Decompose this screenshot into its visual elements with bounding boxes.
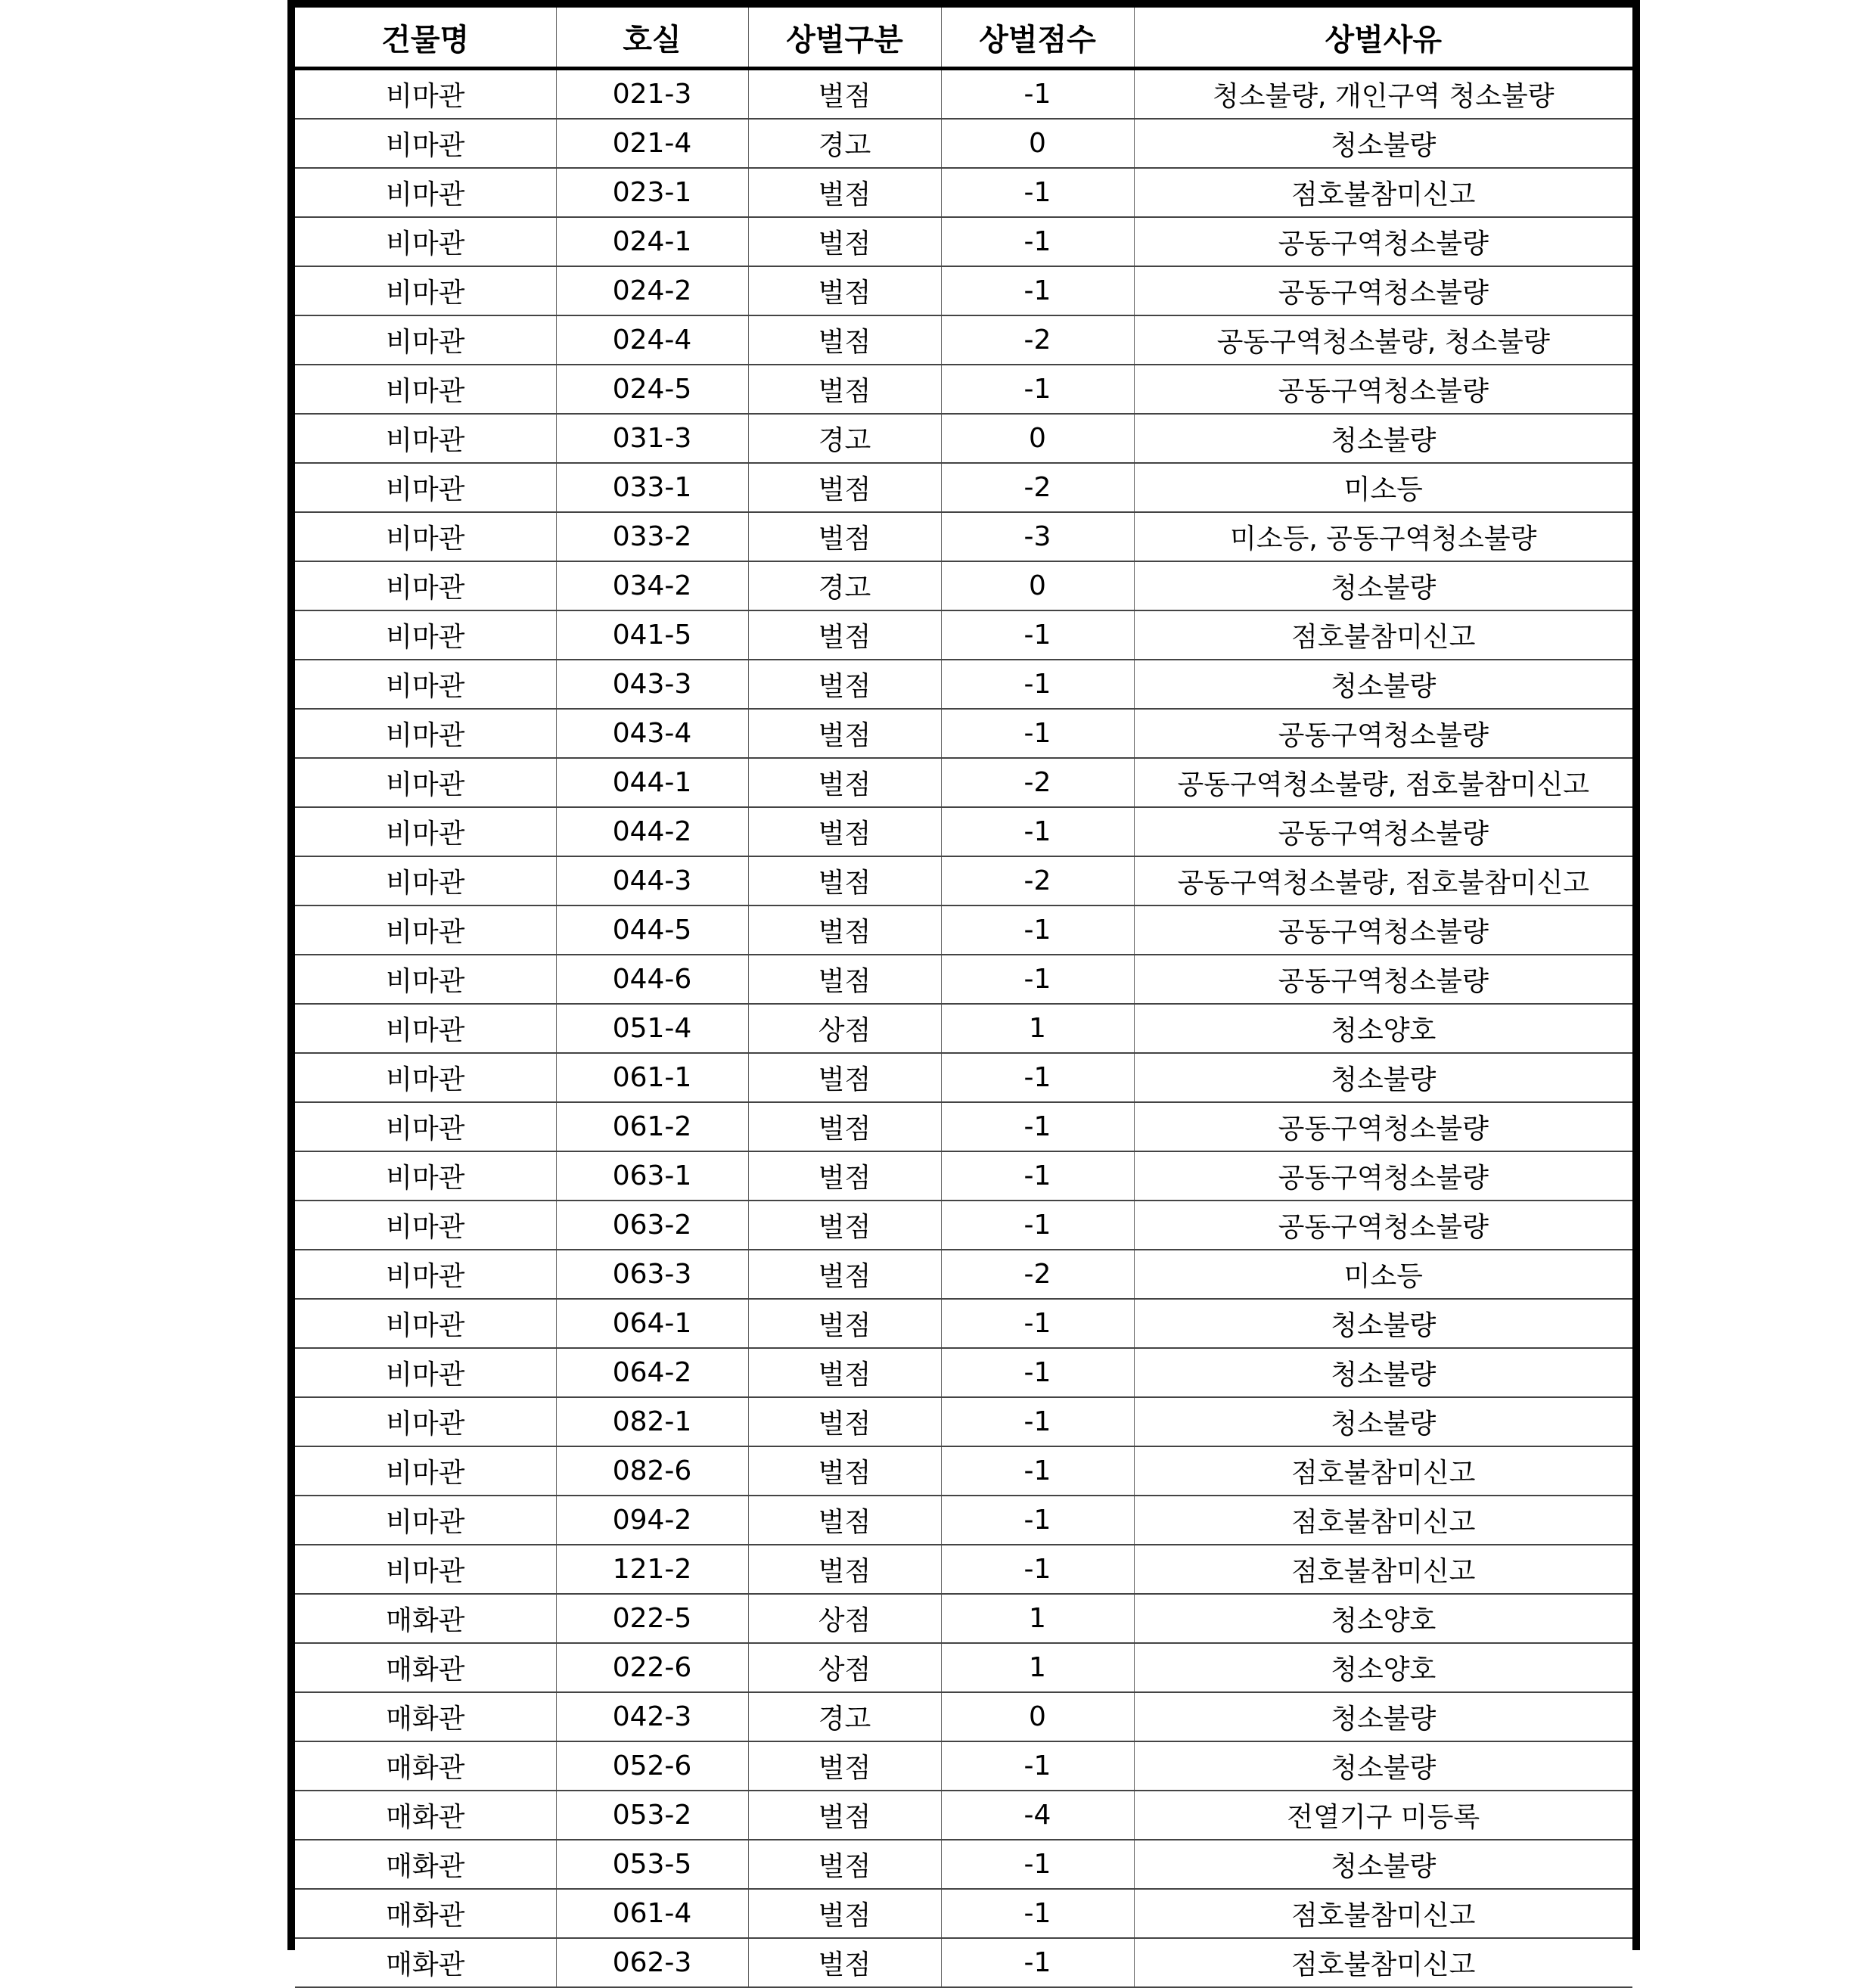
cell-type: 벌점 (748, 463, 941, 512)
table-row (295, 856, 1632, 905)
cell-type: 벌점 (748, 1889, 941, 1938)
cell-score: -1 (941, 1938, 1134, 1987)
table-body (295, 69, 1632, 1988)
cell-type: 경고 (748, 561, 941, 610)
cell-score: -2 (941, 1250, 1134, 1299)
cell-type: 벌점 (748, 1741, 941, 1791)
cell-score: -1 (941, 266, 1134, 315)
table-row (295, 1496, 1632, 1545)
cell-room: 044-3 (556, 856, 748, 905)
cell-score: -1 (941, 1397, 1134, 1446)
cell-reason: 청소불량 (1134, 660, 1632, 709)
cell-score: -1 (941, 168, 1134, 217)
cell-score: 0 (941, 119, 1134, 168)
cell-building: 비마관 (295, 561, 556, 610)
table-row (295, 709, 1632, 758)
cell-building: 비마관 (295, 1053, 556, 1102)
cell-room: 094-2 (556, 1496, 748, 1545)
cell-building: 비마관 (295, 1004, 556, 1053)
table-row (295, 1594, 1632, 1643)
cell-room: 033-2 (556, 512, 748, 561)
cell-score: -1 (941, 807, 1134, 856)
cell-room: 053-5 (556, 1840, 748, 1889)
cell-reason: 공동구역청소불량 (1134, 365, 1632, 414)
cell-room: 061-4 (556, 1889, 748, 1938)
cell-reason: 점호불참미신고 (1134, 1446, 1632, 1496)
cell-room: 062-3 (556, 1938, 748, 1987)
cell-score: -2 (941, 315, 1134, 365)
cell-building: 비마관 (295, 463, 556, 512)
cell-building: 비마관 (295, 365, 556, 414)
cell-type: 벌점 (748, 1938, 941, 1987)
cell-type: 벌점 (748, 1053, 941, 1102)
cell-room: 042-3 (556, 1692, 748, 1741)
cell-room: 024-1 (556, 217, 748, 266)
cell-reason: 점호불참미신고 (1134, 1496, 1632, 1545)
cell-type: 벌점 (748, 1151, 941, 1201)
discipline-table-frame (287, 0, 1640, 1980)
table-row (295, 561, 1632, 610)
cell-type: 경고 (748, 119, 941, 168)
cell-score: 0 (941, 561, 1134, 610)
cell-building: 비마관 (295, 1348, 556, 1397)
cell-building: 비마관 (295, 610, 556, 660)
cell-type: 벌점 (748, 1102, 941, 1151)
cell-building: 비마관 (295, 217, 556, 266)
table-row (295, 1004, 1632, 1053)
cell-reason: 청소불량 (1134, 1397, 1632, 1446)
cell-room: 082-6 (556, 1446, 748, 1496)
table-row (295, 1250, 1632, 1299)
cell-room: 044-1 (556, 758, 748, 807)
cell-room: 023-1 (556, 168, 748, 217)
table-row (295, 168, 1632, 217)
cell-score: -3 (941, 512, 1134, 561)
cell-building: 비마관 (295, 512, 556, 561)
cell-reason: 점호불참미신고 (1134, 610, 1632, 660)
cell-reason: 공동구역청소불량 (1134, 266, 1632, 315)
cell-score: -1 (941, 1889, 1134, 1938)
table-row (295, 1299, 1632, 1348)
table-row (295, 1446, 1632, 1496)
cell-score: -1 (941, 1201, 1134, 1250)
cell-reason: 점호불참미신고 (1134, 1545, 1632, 1594)
cell-room: 034-2 (556, 561, 748, 610)
cell-score: -1 (941, 1102, 1134, 1151)
cell-score: -2 (941, 758, 1134, 807)
cell-type: 벌점 (748, 217, 941, 266)
cell-score: -1 (941, 1840, 1134, 1889)
cell-room: 031-3 (556, 414, 748, 463)
cell-building: 비마관 (295, 1545, 556, 1594)
cell-room: 024-4 (556, 315, 748, 365)
cell-score: -1 (941, 905, 1134, 955)
cell-room: 063-3 (556, 1250, 748, 1299)
table-row (295, 1938, 1632, 1987)
table-row (295, 463, 1632, 512)
cell-type: 벌점 (748, 905, 941, 955)
table-row (295, 1348, 1632, 1397)
cell-building: 비마관 (295, 955, 556, 1004)
cell-score: -1 (941, 69, 1134, 120)
cell-score: -1 (941, 1151, 1134, 1201)
cell-score: -1 (941, 365, 1134, 414)
cell-room: 044-2 (556, 807, 748, 856)
cell-reason: 청소불량 (1134, 1299, 1632, 1348)
cell-score: 0 (941, 1692, 1134, 1741)
table-row (295, 1545, 1632, 1594)
table-row (295, 1692, 1632, 1741)
table-row (295, 119, 1632, 168)
table-row (295, 1053, 1632, 1102)
cell-reason: 미소등 (1134, 1250, 1632, 1299)
table-row (295, 1741, 1632, 1791)
table-row (295, 69, 1632, 120)
cell-score: -1 (941, 709, 1134, 758)
header-room: 호실 (556, 8, 748, 69)
cell-reason: 공동구역청소불량 (1134, 217, 1632, 266)
table-row (295, 758, 1632, 807)
cell-building: 비마관 (295, 1102, 556, 1151)
table-row (295, 1643, 1632, 1692)
table-row (295, 365, 1632, 414)
table-row (295, 315, 1632, 365)
cell-building: 비마관 (295, 1201, 556, 1250)
table-row (295, 905, 1632, 955)
cell-reason: 청소불량 (1134, 561, 1632, 610)
cell-building: 비마관 (295, 315, 556, 365)
cell-type: 벌점 (748, 660, 941, 709)
table-row (295, 660, 1632, 709)
cell-reason: 공동구역청소불량 (1134, 807, 1632, 856)
cell-building: 매화관 (295, 1938, 556, 1987)
cell-building: 비마관 (295, 807, 556, 856)
table-row (295, 512, 1632, 561)
cell-room: 052-6 (556, 1741, 748, 1791)
cell-room: 064-1 (556, 1299, 748, 1348)
table-row (295, 217, 1632, 266)
cell-type: 벌점 (748, 709, 941, 758)
discipline-table (295, 8, 1632, 1988)
table-row (295, 1102, 1632, 1151)
cell-building: 매화관 (295, 1594, 556, 1643)
cell-reason: 공동구역청소불량 (1134, 905, 1632, 955)
cell-type: 벌점 (748, 1496, 941, 1545)
cell-type: 벌점 (748, 315, 941, 365)
cell-building: 비마관 (295, 69, 556, 120)
cell-building: 매화관 (295, 1741, 556, 1791)
cell-reason: 점호불참미신고 (1134, 1889, 1632, 1938)
cell-reason: 청소불량 (1134, 1840, 1632, 1889)
cell-type: 경고 (748, 1692, 941, 1741)
cell-reason: 공동구역청소불량 (1134, 1201, 1632, 1250)
cell-score: -2 (941, 856, 1134, 905)
cell-type: 상점 (748, 1643, 941, 1692)
cell-building: 비마관 (295, 758, 556, 807)
cell-score: -1 (941, 1496, 1134, 1545)
cell-score: -1 (941, 1446, 1134, 1496)
cell-room: 082-1 (556, 1397, 748, 1446)
cell-reason: 청소양호 (1134, 1594, 1632, 1643)
cell-score: 0 (941, 414, 1134, 463)
cell-type: 상점 (748, 1004, 941, 1053)
cell-score: -1 (941, 1348, 1134, 1397)
cell-type: 벌점 (748, 610, 941, 660)
cell-reason: 청소불량, 개인구역 청소불량 (1134, 69, 1632, 120)
cell-type: 벌점 (748, 955, 941, 1004)
table-row (295, 1151, 1632, 1201)
cell-score: -1 (941, 1299, 1134, 1348)
cell-reason: 청소불량 (1134, 119, 1632, 168)
header-reason: 상벌사유 (1134, 8, 1632, 69)
cell-type: 벌점 (748, 1348, 941, 1397)
cell-type: 벌점 (748, 365, 941, 414)
header-type: 상벌구분 (748, 8, 941, 69)
cell-type: 경고 (748, 414, 941, 463)
table-row (295, 1397, 1632, 1446)
cell-reason: 청소불량 (1134, 1053, 1632, 1102)
cell-reason: 공동구역청소불량, 청소불량 (1134, 315, 1632, 365)
cell-type: 벌점 (748, 1446, 941, 1496)
cell-reason: 공동구역청소불량 (1134, 1102, 1632, 1151)
cell-building: 매화관 (295, 1692, 556, 1741)
cell-reason: 미소등 (1134, 463, 1632, 512)
cell-type: 벌점 (748, 512, 941, 561)
cell-room: 021-3 (556, 69, 748, 120)
table-row (295, 610, 1632, 660)
cell-building: 비마관 (295, 1250, 556, 1299)
cell-type: 벌점 (748, 266, 941, 315)
cell-room: 053-2 (556, 1791, 748, 1840)
header-score: 상벌점수 (941, 8, 1134, 69)
cell-reason: 청소불량 (1134, 1741, 1632, 1791)
cell-room: 022-5 (556, 1594, 748, 1643)
cell-room: 022-6 (556, 1643, 748, 1692)
cell-reason: 청소불량 (1134, 414, 1632, 463)
cell-score: -1 (941, 610, 1134, 660)
cell-room: 043-4 (556, 709, 748, 758)
table-row (295, 1791, 1632, 1840)
table-row (295, 414, 1632, 463)
cell-type: 상점 (748, 1594, 941, 1643)
cell-reason: 공동구역청소불량 (1134, 709, 1632, 758)
table-row (295, 266, 1632, 315)
table-header-row (295, 8, 1632, 69)
cell-building: 매화관 (295, 1643, 556, 1692)
cell-reason: 공동구역청소불량 (1134, 1151, 1632, 1201)
table-row (295, 955, 1632, 1004)
cell-room: 044-5 (556, 905, 748, 955)
cell-building: 매화관 (295, 1889, 556, 1938)
cell-type: 벌점 (748, 1791, 941, 1840)
cell-room: 021-4 (556, 119, 748, 168)
cell-score: 1 (941, 1594, 1134, 1643)
cell-room: 024-5 (556, 365, 748, 414)
cell-type: 벌점 (748, 168, 941, 217)
cell-building: 비마관 (295, 119, 556, 168)
cell-building: 매화관 (295, 1840, 556, 1889)
cell-type: 벌점 (748, 1299, 941, 1348)
cell-room: 061-2 (556, 1102, 748, 1151)
cell-building: 비마관 (295, 414, 556, 463)
cell-score: -4 (941, 1791, 1134, 1840)
cell-score: 1 (941, 1004, 1134, 1053)
cell-score: -1 (941, 660, 1134, 709)
cell-score: -2 (941, 463, 1134, 512)
cell-room: 044-6 (556, 955, 748, 1004)
table-row (295, 1889, 1632, 1938)
cell-room: 033-1 (556, 463, 748, 512)
cell-reason: 청소양호 (1134, 1643, 1632, 1692)
cell-room: 061-1 (556, 1053, 748, 1102)
cell-reason: 청소불량 (1134, 1348, 1632, 1397)
cell-building: 비마관 (295, 266, 556, 315)
cell-room: 121-2 (556, 1545, 748, 1594)
cell-type: 벌점 (748, 1397, 941, 1446)
cell-score: -1 (941, 1741, 1134, 1791)
cell-type: 벌점 (748, 807, 941, 856)
cell-room: 043-3 (556, 660, 748, 709)
cell-type: 벌점 (748, 856, 941, 905)
cell-reason: 점호불참미신고 (1134, 1938, 1632, 1987)
cell-building: 비마관 (295, 709, 556, 758)
cell-score: -1 (941, 1545, 1134, 1594)
table-row (295, 807, 1632, 856)
cell-type: 벌점 (748, 1840, 941, 1889)
table-row (295, 1201, 1632, 1250)
cell-type: 벌점 (748, 69, 941, 120)
cell-room: 024-2 (556, 266, 748, 315)
cell-reason: 공동구역청소불량, 점호불참미신고 (1134, 856, 1632, 905)
cell-score: 1 (941, 1643, 1134, 1692)
cell-building: 비마관 (295, 856, 556, 905)
cell-building: 비마관 (295, 168, 556, 217)
cell-reason: 청소불량 (1134, 1692, 1632, 1741)
cell-type: 벌점 (748, 1545, 941, 1594)
cell-reason: 청소양호 (1134, 1004, 1632, 1053)
cell-building: 비마관 (295, 1299, 556, 1348)
cell-building: 매화관 (295, 1791, 556, 1840)
cell-building: 비마관 (295, 905, 556, 955)
table-row (295, 1840, 1632, 1889)
header-building: 건물명 (295, 8, 556, 69)
cell-room: 063-1 (556, 1151, 748, 1201)
cell-building: 비마관 (295, 1496, 556, 1545)
cell-room: 041-5 (556, 610, 748, 660)
cell-reason: 공동구역청소불량, 점호불참미신고 (1134, 758, 1632, 807)
cell-score: -1 (941, 1053, 1134, 1102)
cell-building: 비마관 (295, 1151, 556, 1201)
cell-reason: 공동구역청소불량 (1134, 955, 1632, 1004)
cell-type: 벌점 (748, 1250, 941, 1299)
cell-score: -1 (941, 217, 1134, 266)
cell-reason: 점호불참미신고 (1134, 168, 1632, 217)
cell-type: 벌점 (748, 1201, 941, 1250)
cell-room: 064-2 (556, 1348, 748, 1397)
cell-room: 063-2 (556, 1201, 748, 1250)
cell-room: 051-4 (556, 1004, 748, 1053)
cell-building: 비마관 (295, 660, 556, 709)
cell-building: 비마관 (295, 1397, 556, 1446)
cell-building: 비마관 (295, 1446, 556, 1496)
cell-type: 벌점 (748, 758, 941, 807)
cell-reason: 미소등, 공동구역청소불량 (1134, 512, 1632, 561)
cell-reason: 전열기구 미등록 (1134, 1791, 1632, 1840)
cell-score: -1 (941, 955, 1134, 1004)
